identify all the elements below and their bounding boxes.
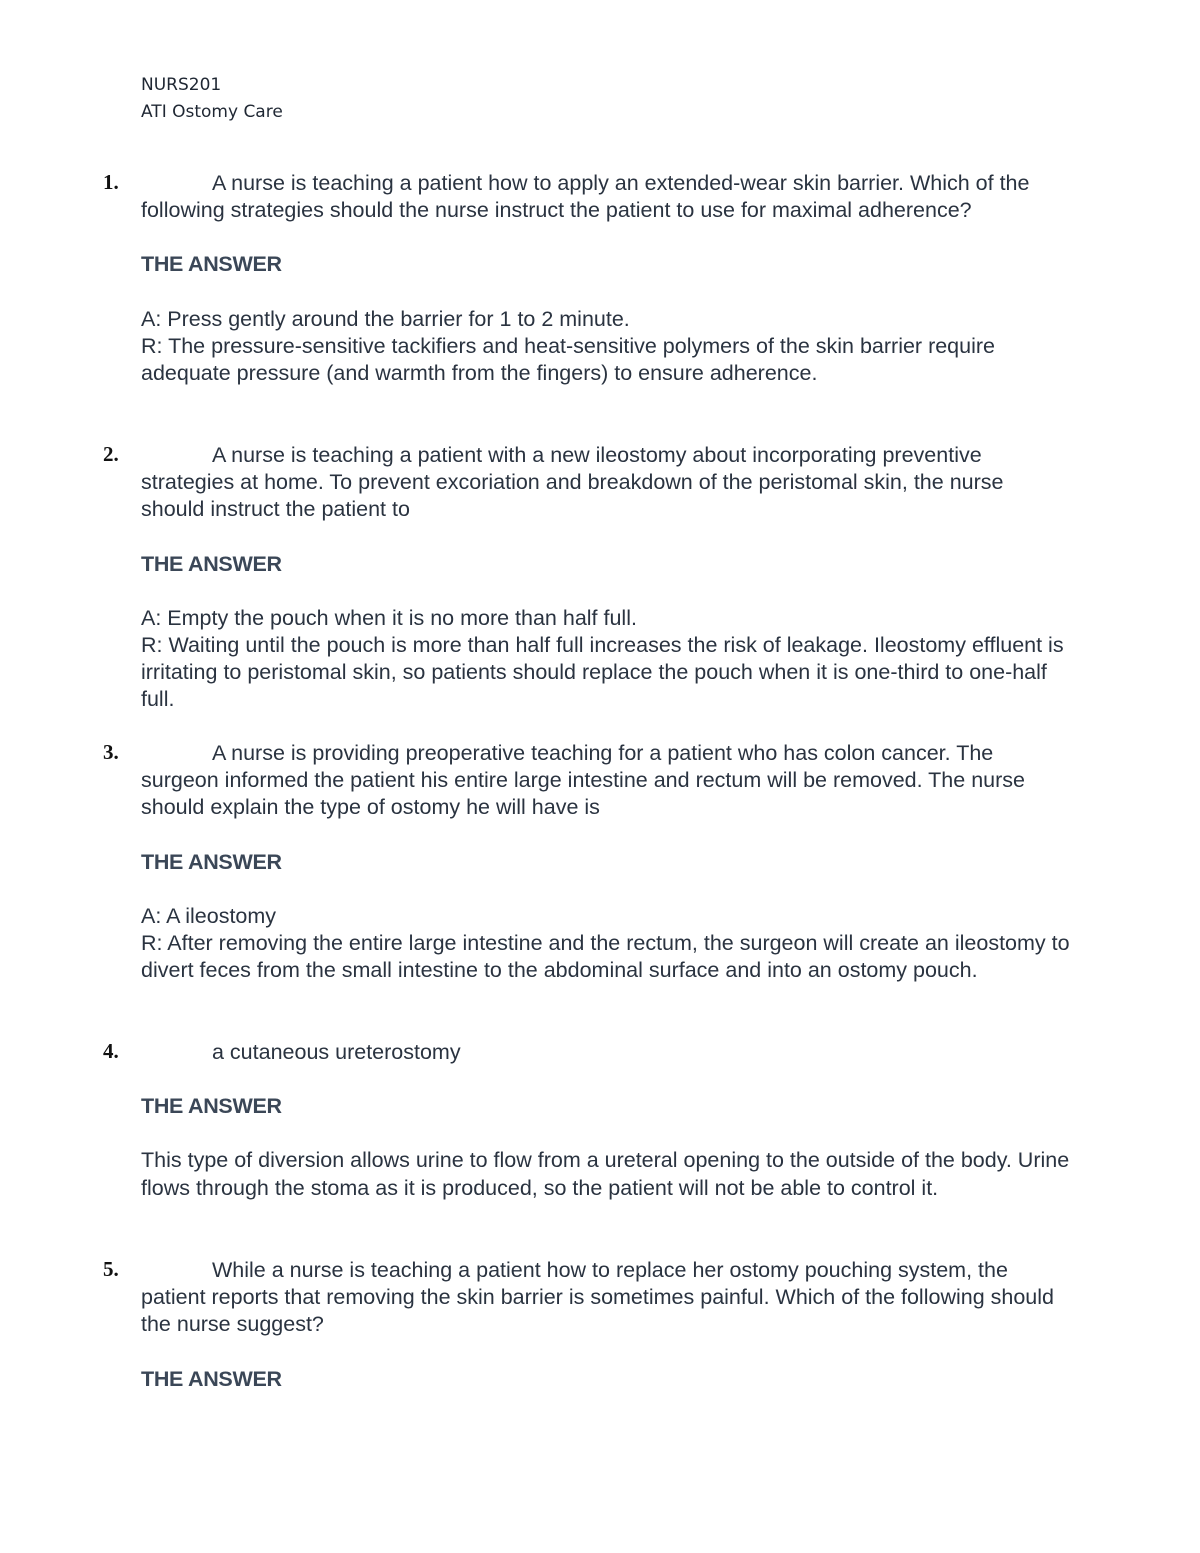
question-block [141, 170, 1071, 387]
question-block [141, 1257, 1071, 1420]
question-text: A nurse is teaching a patient with a new ileostomy about incorporating preventive strategies at home. To prevent excoriation and breakdown of the peristomal skin, the nurse should instruct the patient to [141, 443, 1004, 522]
answer-text: This type of diversion allows urine to flow from a ureteral opening to the outside of the body. Urine flows through the stoma as it is produced, so the patient will not be able to control it. [141, 1148, 1070, 1200]
question-number: 1. [103, 170, 119, 194]
answer-text: A: A ileostomy [141, 903, 277, 928]
question-number: 4. [103, 1039, 119, 1063]
question-text: A nurse is providing preoperative teaching for a patient who has colon cancer. The surgeon informed the patient his entire large intestine and rectum will be removed. The nurse should explain the type of ostomy he will have is [141, 741, 1025, 820]
document-header [141, 72, 283, 126]
document-title: ATI Ostomy Care [141, 102, 283, 122]
question-block [141, 740, 1071, 984]
question-block [141, 442, 1071, 714]
question-text: A nurse is teaching a patient how to apply an extended-wear skin barrier. Which of the following strategies should the nurse instruct the patient to use for maximal adherence? [141, 171, 1030, 223]
rationale-text: R: Waiting until the pouch is more than half full increases the risk of leakage. Ileostomy effluent is irritating to peristomal skin, so patients should replace the pouch when it is one-third to one-half full. [141, 633, 1064, 712]
answer-label: THE ANSWER [141, 1366, 282, 1391]
answer-label: THE ANSWER [141, 551, 282, 576]
rationale-text: R: After removing the entire large intestine and the rectum, the surgeon will create an ileostomy to divert feces from the small intestine to the abdominal surface and into an ostomy pouch. [141, 931, 1070, 983]
rationale-text: R: The pressure-sensitive tackifiers and heat-sensitive polymers of the skin barrier require adequate pressure (and warmth from the fingers) to ensure adherence. [141, 333, 995, 386]
question-number: 5. [103, 1257, 119, 1281]
question-text: a cutaneous ureterostomy [212, 1040, 461, 1064]
course-code: NURS201 [141, 75, 222, 95]
question-text: While a nurse is teaching a patient how to replace her ostomy pouching system, the patient reports that removing the skin barrier is sometimes painful. Which of the following should the nurse suggest? [141, 1258, 1054, 1337]
answer-label: THE ANSWER [141, 252, 282, 277]
answer-text: A: Press gently around the barrier for 1 to 2 minute. [141, 306, 630, 331]
question-number: 2. [103, 442, 119, 466]
answer-label: THE ANSWER [141, 1094, 282, 1119]
question-number: 3. [103, 740, 119, 764]
question-block [141, 1039, 1071, 1202]
answer-label: THE ANSWER [141, 849, 282, 874]
answer-text: A: Empty the pouch when it is no more than half full. [141, 605, 637, 630]
